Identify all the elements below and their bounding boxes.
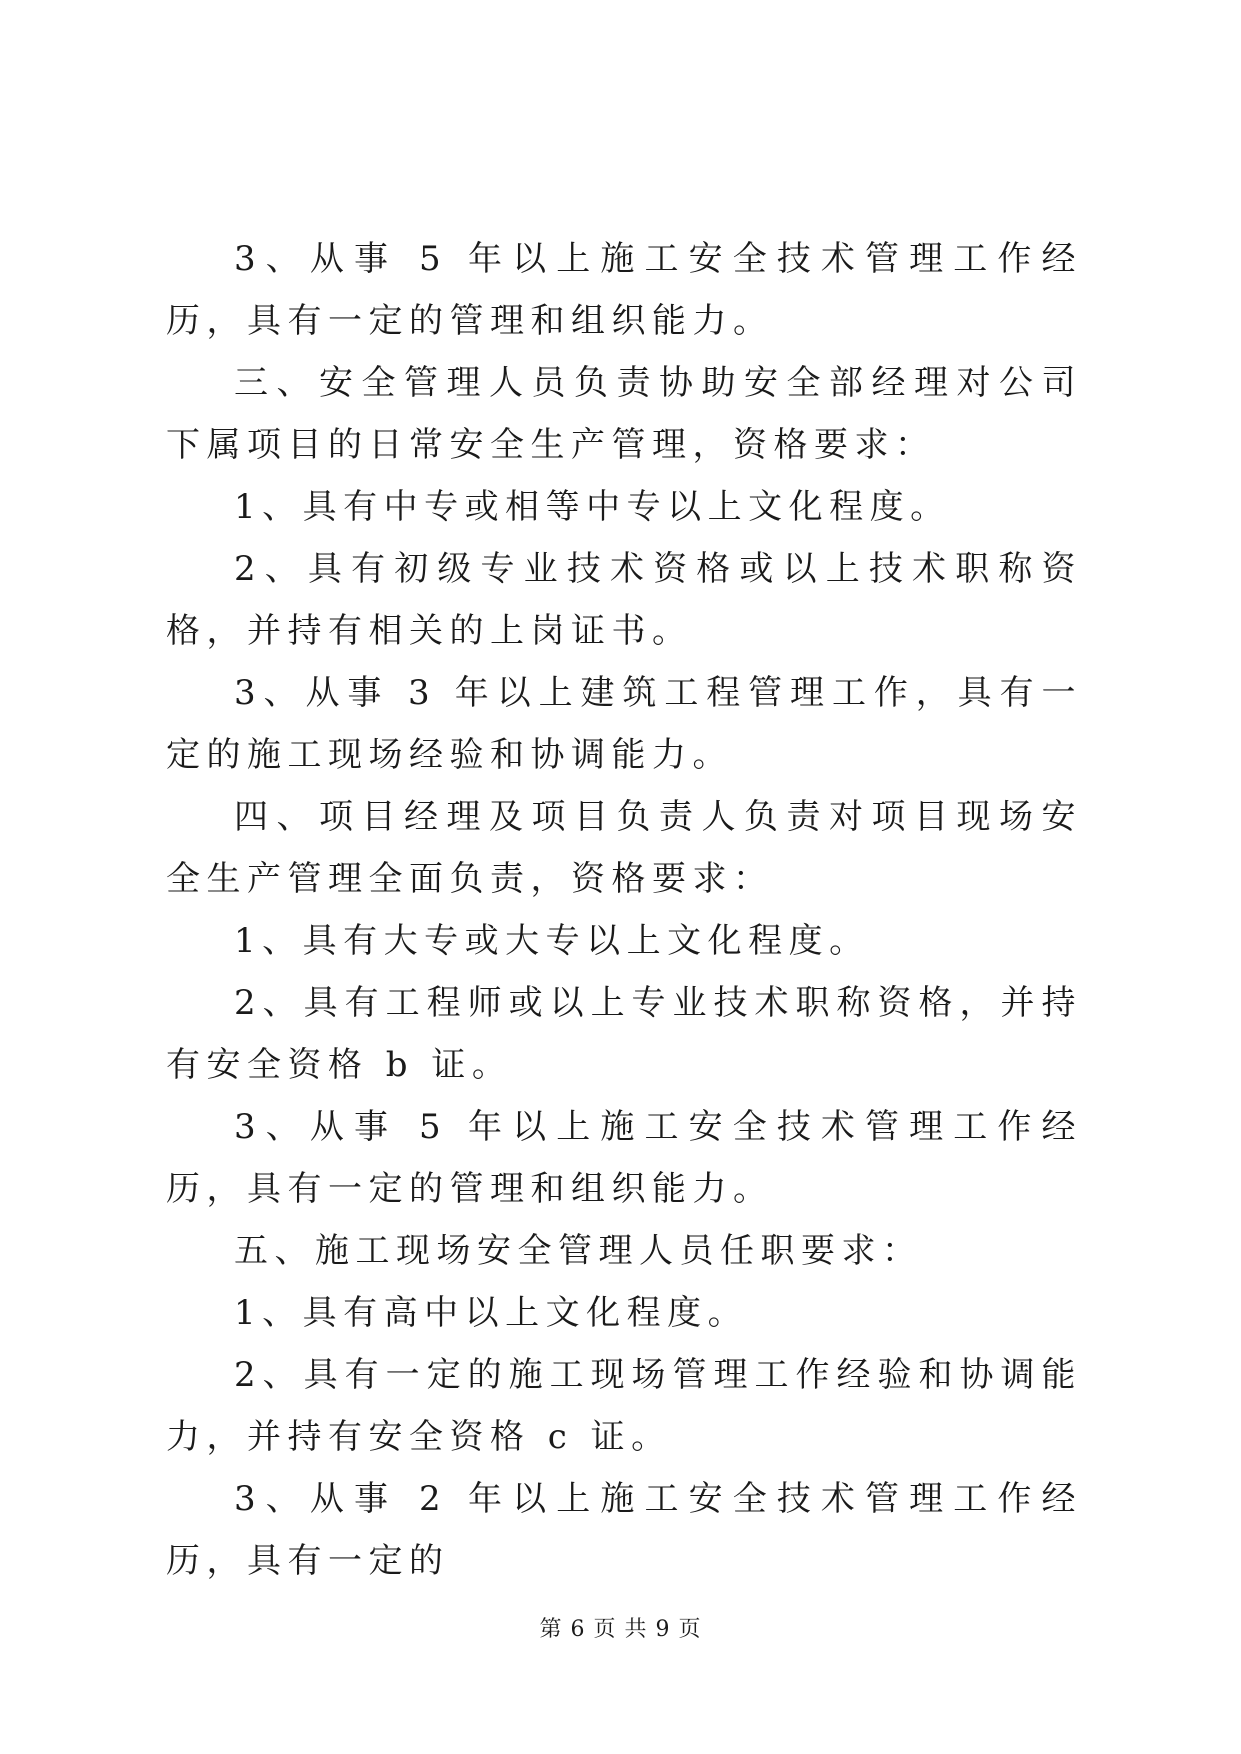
paragraph: 3、从事 3 年以上建筑工程管理工作，具有一定的施工现场经验和协调能力。 [166, 673, 1082, 775]
section-heading-paragraph: 三、安全管理人员负责协助安全部经理对公司下属项目的日常安全生产管理，资格要求： [166, 363, 1082, 465]
paragraph: 1、具有中专或相等中专以上文化程度。 [234, 487, 951, 527]
paragraph: 3、从事 2 年以上施工安全技术管理工作经历，具有一定的 [166, 1479, 1082, 1581]
page-number-footer: 第 6 页 共 9 页 [539, 1617, 702, 1642]
paragraph: 2、具有初级专业技术资格或以上技术职称资格，并持有相关的上岗证书。 [166, 549, 1082, 651]
paragraph: 1、具有大专或大专以上文化程度。 [234, 921, 870, 961]
paragraph: 1、具有高中以上文化程度。 [234, 1293, 749, 1333]
paragraph: 2、具有一定的施工现场管理工作经验和协调能力，并持有安全资格 c 证。 [166, 1355, 1082, 1457]
paragraph: 2、具有工程师或以上专业技术职称资格，并持有安全资格 b 证。 [166, 983, 1082, 1085]
paragraph: 3、从事 5 年以上施工安全技术管理工作经历，具有一定的管理和组织能力。 [166, 1107, 1082, 1209]
section-heading-paragraph: 四、项目经理及项目负责人负责对项目现场安全生产管理全面负责，资格要求： [166, 797, 1082, 899]
paragraph: 3、从事 5 年以上施工安全技术管理工作经历，具有一定的管理和组织能力。 [166, 239, 1082, 341]
document-body [166, 228, 1082, 1592]
section-heading-paragraph: 五、施工现场安全管理人员任职要求： [234, 1231, 923, 1271]
